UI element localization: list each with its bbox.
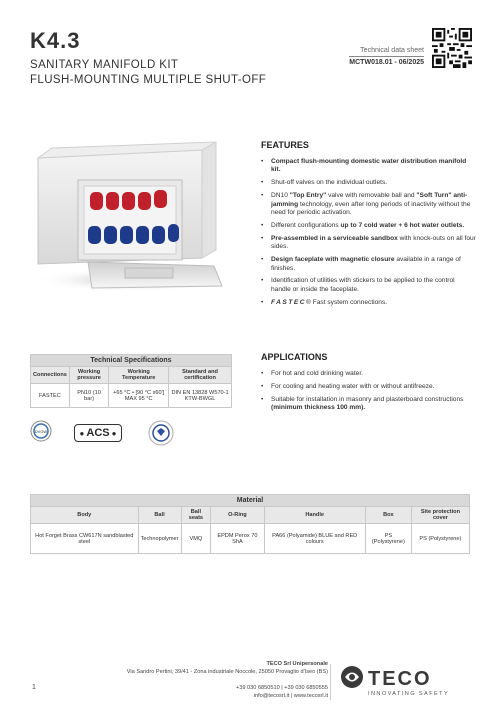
teco-wordmark: TECO xyxy=(368,668,432,690)
feature-text: technology, even after long periods of inactivity without the need for periodic activation. xyxy=(271,200,471,217)
teco-tagline: INNOVATING SAFETY xyxy=(368,691,450,697)
feature-bold: "Soft Turn" anti-jamming xyxy=(271,192,468,208)
model-logo: K4.3 xyxy=(30,28,81,53)
product-image xyxy=(30,140,230,300)
material-caption: Material xyxy=(31,495,470,507)
list-item xyxy=(261,158,476,175)
feature-bold: Design faceplate with magnetic closure xyxy=(271,256,395,264)
list-item xyxy=(261,222,476,230)
applications-section xyxy=(261,352,476,417)
qr-code-icon xyxy=(432,28,472,68)
list-item xyxy=(261,235,476,252)
features-list xyxy=(261,158,476,307)
feature-text: Shut-off valves on the individual outlets. xyxy=(271,179,388,187)
features-heading: FEATURES xyxy=(261,140,309,150)
feature-bold: up to 7 cold water + 6 hot water outlets. xyxy=(340,221,465,229)
applications-list xyxy=(261,370,476,413)
table-row xyxy=(31,524,470,554)
feature-text: Different configurations xyxy=(271,221,341,229)
table-cell: FASTEC xyxy=(31,384,70,408)
feature-bold: Pre-assembled in a serviceable sandbox xyxy=(271,234,398,242)
company-contact: info@tecosrl.it | www.tecosrl.it xyxy=(253,693,328,699)
table-cell: Hot Forget Brass CW617N sandblasted steel xyxy=(31,524,139,554)
technical-specifications-table xyxy=(30,354,232,408)
certifications-logos xyxy=(30,420,230,450)
specs-header: Standard and certification xyxy=(169,367,232,384)
title-line-2: FLUSH-MOUNTING MULTIPLE SHUT-OFF xyxy=(30,74,267,86)
table-cell: VMQ xyxy=(181,524,211,554)
feature-text: valve with removable ball and xyxy=(326,192,417,200)
page-title xyxy=(30,58,266,88)
material-header: Body xyxy=(31,507,139,524)
application-text: Suitable for installation in masonry and plasterboard constructions xyxy=(271,395,464,403)
application-text: For hot and cold drinking water. xyxy=(271,370,363,377)
acs-text: ACS xyxy=(86,427,110,439)
company-name: TECO Srl Unipersonale xyxy=(266,661,328,667)
list-item xyxy=(261,179,476,187)
acs-logo xyxy=(74,424,122,442)
table-row xyxy=(31,384,232,408)
table-cell: PS (Polystyrene) xyxy=(411,524,469,554)
feature-bold: "Top Entry" xyxy=(289,192,327,200)
company-address: Via Sandro Pertini, 39/41 - Zona industriale Noccole, 25050 Provaglio d'Iseo (BS) xyxy=(126,669,328,675)
certification-seal-icon xyxy=(148,420,174,446)
table-cell: PN10 (10 bar) xyxy=(69,384,108,408)
material-header: Handle xyxy=(264,507,365,524)
tds-code: MCTW018.01 - 06/2025 xyxy=(349,56,424,68)
table-cell: PA66 (Polyamide) BLUE and RED colours xyxy=(264,524,365,554)
table-cell: EPDM Perox 70 ShA xyxy=(211,524,264,554)
title-line-1: SANITARY MANIFOLD KIT xyxy=(30,59,179,71)
specs-header: Connections xyxy=(31,367,70,384)
specs-header: Working pressure xyxy=(69,367,108,384)
list-item xyxy=(261,192,476,217)
feature-text: available in a range of finishes. xyxy=(271,256,461,272)
feature-text: Compact flush-mounting domestic water distribution manifold kit. xyxy=(271,158,467,174)
material-header: Ball seats xyxy=(181,507,211,524)
material-header: Site protection cover xyxy=(411,507,469,524)
specs-caption: Technical Specifications xyxy=(31,355,232,367)
list-item xyxy=(261,370,476,378)
feature-text: Identification of utilities with stickers to be applied to the control handle or inside the faceplate. xyxy=(271,277,455,293)
feature-text: DN10 xyxy=(271,192,290,200)
list-item xyxy=(261,383,476,391)
table-cell: PS (Polystyrene) xyxy=(365,524,411,554)
specs-header: Working Temperature xyxy=(109,367,169,384)
material-header: Box xyxy=(365,507,411,524)
technical-data-sheet-block xyxy=(349,46,424,68)
material-table xyxy=(30,494,470,554)
company-info xyxy=(127,660,328,700)
feature-text: ® Fast system connections. xyxy=(306,298,388,306)
feature-text: with knock-outs on all four sides. xyxy=(271,234,476,251)
table-cell: Technopolymer xyxy=(138,524,181,554)
dvgw-logo-icon xyxy=(30,420,52,442)
company-phone: +39 030 6850510 | +39 030 6850555 xyxy=(236,685,328,691)
tds-label: Technical data sheet xyxy=(360,47,424,54)
material-header: O-Ring xyxy=(211,507,264,524)
fastec-brand: FASTEC xyxy=(271,298,307,306)
application-text: For cooling and heating water with or without antifreeze. xyxy=(271,382,435,390)
application-bold: (minimum thickness 100 mm). xyxy=(271,404,366,412)
table-cell: +65 °C • [90 °C x60'] MAX 95 °C xyxy=(109,384,169,408)
dvgw-text: DVGW xyxy=(34,429,48,434)
page-number: 1 xyxy=(32,684,36,691)
table-cell: DIN EN 13828 W570-1 KTW-BWGL xyxy=(169,384,232,408)
teco-logo xyxy=(340,664,470,698)
list-item xyxy=(261,396,476,413)
list-item xyxy=(261,299,476,307)
list-item xyxy=(261,256,476,273)
water-drop-icon: ● xyxy=(79,428,85,438)
material-header: Ball xyxy=(138,507,181,524)
features-section xyxy=(261,140,476,312)
footer xyxy=(0,652,500,706)
water-drop-icon: ● xyxy=(111,428,117,438)
divider xyxy=(330,664,331,700)
applications-heading: APPLICATIONS xyxy=(261,352,328,362)
list-item xyxy=(261,277,476,294)
